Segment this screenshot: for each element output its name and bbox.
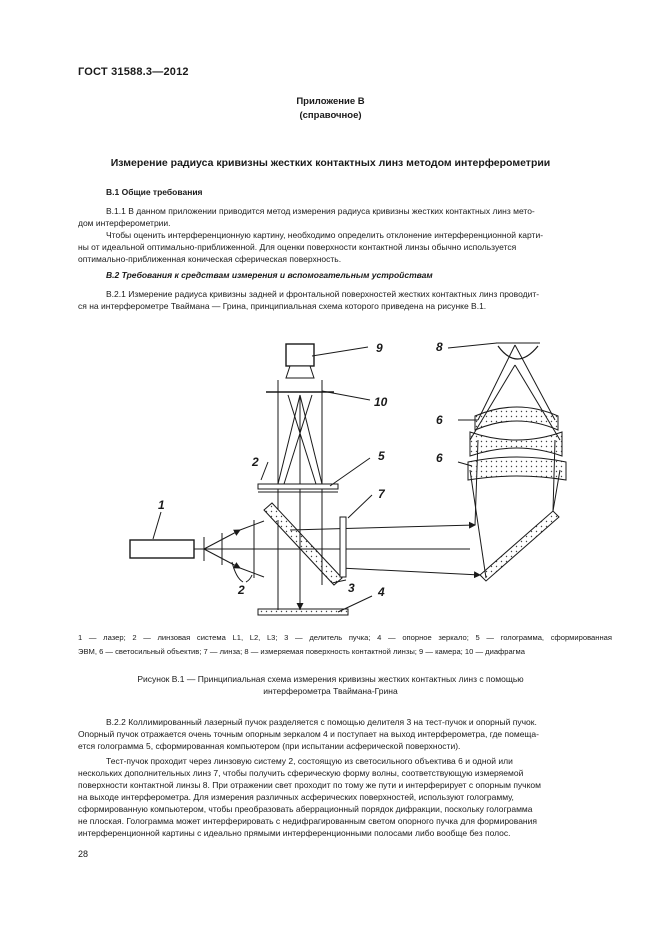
page-number: 28	[78, 849, 89, 859]
label-7: 7	[378, 487, 385, 501]
label-6-top: 6	[436, 413, 443, 427]
figure-legend-line1: 1 — лазер; 2 — линзовая система L1, L2, L3; 3 — делитель пучка; 4 — опорное зеркало; 5 — голограмма, сформированная	[78, 633, 612, 642]
b22-line7: на выходе интерферометра. Для измерения различных асферических поверхностей, используют голограмму,	[78, 792, 514, 802]
b22-line4: Тест-пучок проходит через линзовую систему 2, состоящую из светосильного объектива 6 и одной или	[106, 756, 513, 766]
appendix-subtitle: (справочное)	[299, 110, 362, 121]
b22-line3: ется голограмма 5, сформированная компьютером (при испытании асферической поверхности).	[78, 741, 461, 751]
b22-line9: не плоская. Голограмма может интерферировать с недифрагированным светом опорного пучка для формирования	[78, 816, 537, 826]
b11-p2-line1: Чтобы оценить интерференционную картину, необходимо определить отклонение интерференционной карти-	[106, 230, 544, 240]
appendix-title: Приложение В	[296, 96, 365, 107]
label-3: 3	[348, 581, 355, 595]
label-2-bottom: 2	[238, 583, 245, 597]
b11-line2: дом интерферометрии.	[78, 218, 171, 228]
b22-line5: нескольких дополнительных линз 7, чтобы получить сферическую форму волны, соответствующую измеряемой	[78, 768, 524, 778]
label-1: 1	[158, 498, 165, 512]
label-6-bottom: 6	[436, 451, 443, 465]
section-b1-heading: В.1 Общие требования	[106, 187, 203, 197]
label-9: 9	[376, 341, 383, 355]
b22-line6: поверхности контактной линзы 8. При отражении свет проходит по тому же пути и интерферирует с опорным пучком	[78, 780, 541, 790]
b22-line8: сформированную компьютером, чтобы преобразовать аберрационный порядок дифракции, поскольку голограмма	[78, 804, 533, 814]
standard-header: ГОСТ 31588.3—2012	[78, 66, 189, 78]
label-5: 5	[378, 449, 385, 463]
section-b2-heading: В.2 Требования к средствам измерения и вспомогательным устройствам	[106, 270, 433, 280]
label-2-top: 2	[252, 455, 259, 469]
document-title: Измерение радиуса кривизны жестких контактных линз методом интерферометрии	[110, 157, 551, 169]
figure-legend-line2: ЭВМ, 6 — светосильный объектив; 7 — линза; 8 — измеряемая поверхность контактной линзы; 9 — камера; 10 — диафрагма	[78, 647, 525, 656]
label-10: 10	[374, 395, 388, 409]
b22-line1: В.2.2 Коллимированный лазерный пучок разделяется с помощью делителя 3 на тест-пучок и опорный пучок.	[106, 717, 537, 727]
figure-caption-line1: Рисунок В.1 — Принципиальная схема измерения кривизны жестких контактных линз с помощью	[137, 674, 524, 684]
b22-line2: Опорный пучок отражается очень точным опорным зеркалом 4 и поступает на выход интерферометра, где помеща-	[78, 729, 539, 739]
label-4: 4	[378, 585, 385, 599]
b21-line2: ся на интерферометре Тваймана — Грина, принципиальная схема которого приведена на рисунке В.1.	[78, 301, 487, 311]
label-8: 8	[436, 340, 443, 354]
b11-line1: В.1.1 В данном приложении приводится метод измерения радиуса кривизны жестких контактных линз мето-	[106, 206, 535, 216]
b11-p2-line3: оптимально-приближенная коническая сферическая поверхность.	[78, 254, 342, 264]
figure-caption-line2: интерферометра Тваймана-Грина	[263, 686, 398, 696]
b11-p2-line2: ны от идеальной оптимально-приближенной. Для оценки поверхности контактной линзы обычно используется	[78, 242, 517, 252]
b22-line10: интерференционной картины с идеально прямыми интерференционными полосами либо вообще без полос.	[78, 828, 511, 838]
b21-line1: В.2.1 Измерение радиуса кривизны задней и фронтальной поверхностей жестких контактных линз проводит-	[106, 289, 540, 299]
